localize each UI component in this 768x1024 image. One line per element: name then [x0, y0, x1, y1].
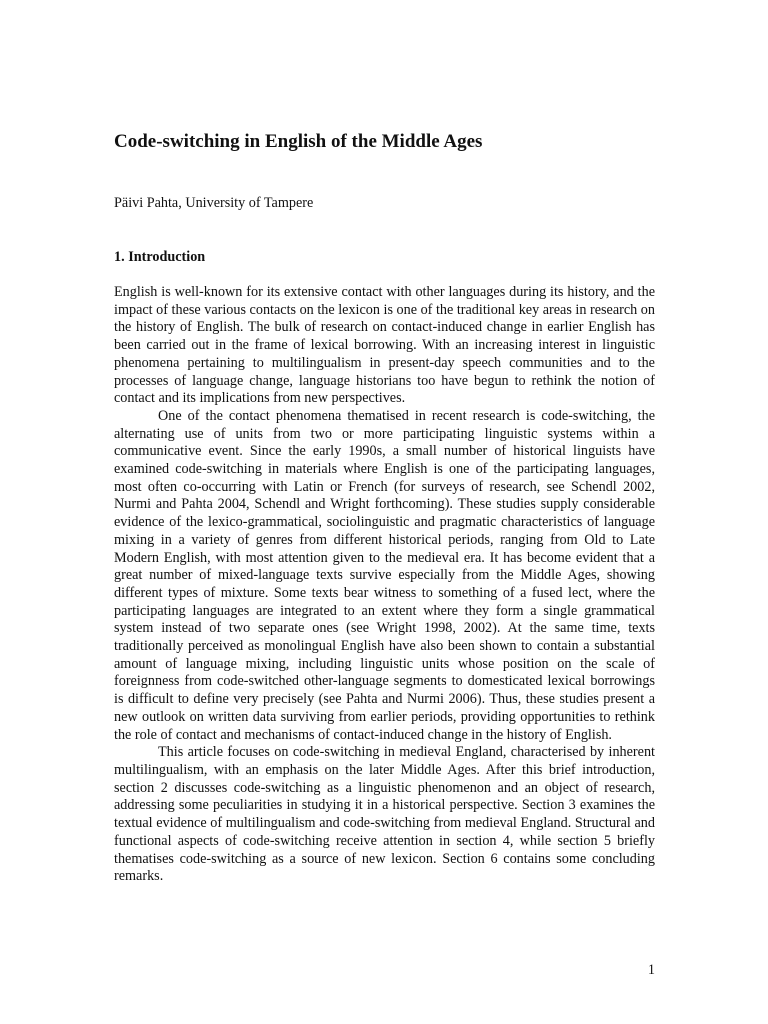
- paper-title: Code-switching in English of the Middle Ages: [114, 131, 483, 152]
- document-page: [114, 0, 655, 1024]
- paragraph-1: English is well-known for its extensive contact with other languages during its history, and the impact of these various contacts on the lexicon is one of the traditional key areas in research on the history of English. The bulk of research on contact-induced change in earlier English has been carried out in the frame of lexical borrowing. With an increasing interest in linguistic phenomena pertaining to multilingualism in present-day speech communities and to the processes of language change, language historians too have begun to rethink the notion of contact and its implications from new perspectives.: [114, 284, 655, 407]
- introduction-body: [114, 284, 655, 886]
- author-affiliation: Päivi Pahta, University of Tampere: [114, 195, 314, 211]
- paragraph-2: One of the contact phenomena thematised in recent research is code-switching, the alternating use of units from two or more participating linguistic systems within a communicative event. Since the early 1990s, a small number of historical linguists have examined code-switching in materials where English is one of the participating languages, most often co-occurring with Latin or French (for surveys of research, see Schendl 2002, Nurmi and Pahta 2004, Schendl and Wright forthcoming). These studies supply considerable evidence of the lexico-grammatical, sociolinguistic and pragmatic characteristics of language mixing in a variety of genres from different historical periods, ranging from Old to Late Modern English, with most attention given to the medieval era. It has become evident that a great number of mixed-language texts survive especially from the Middle Ages, showing different types of mixture. Some texts bear witness to something of a fused lect, where the participating languages are integrated to an extent where they form a single grammatical system instead of two separate ones (see Wright 1998, 2002). At the same time, texts traditionally perceived as monolingual English have also been shown to contain a substantial amount of language mixing, including linguistic units whose position on the scale of foreignness from code-switched other-language segments to domesticated lexical borrowings is difficult to define very precisely (see Pahta and Nurmi 2006). Thus, these studies present a new outlook on written data surviving from earlier periods, providing opportunities to rethink the role of contact and mechanisms of contact-induced change in the history of English.: [114, 407, 655, 743]
- section-heading-introduction: 1. Introduction: [114, 249, 206, 265]
- paragraph-3: This article focuses on code-switching in medieval England, characterised by inherent multilingualism, with an emphasis on the later Middle Ages. After this brief introduction, section 2 discusses code-switching as a linguistic phenomenon and an object of research, addressing some peculiarities in studying it in a historical perspective. Section 3 examines the textual evidence of multilingualism and code-switching from medieval England. Structural and functional aspects of code-switching receive attention in section 4, while section 5 briefly thematises code-switching as a source of new lexicon. Section 6 contains some concluding remarks.: [114, 744, 655, 885]
- page-number: 1: [647, 962, 655, 978]
